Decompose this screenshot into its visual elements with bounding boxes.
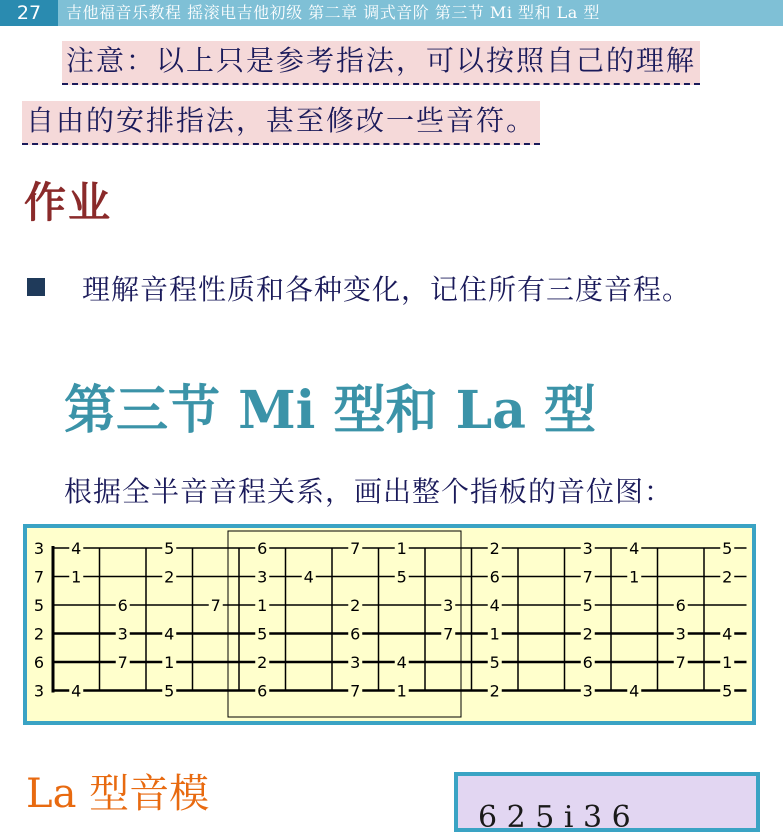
section-title: 第三节 Mi 型和 La 型 — [64, 380, 596, 441]
fret-note-label: 4 — [71, 681, 82, 701]
fret-note-label: 4 — [722, 624, 733, 644]
fret-note-label: 5 — [722, 539, 733, 558]
fret-note-label: 2 — [164, 567, 175, 587]
fret-note-label: 2 — [582, 624, 593, 644]
open-note-label: 7 — [33, 567, 45, 587]
open-note-label: 2 — [33, 624, 45, 644]
fret-note-label: 6 — [350, 624, 361, 644]
open-note-label: 3 — [33, 539, 45, 558]
fret-note-label: 7 — [117, 653, 128, 672]
fret-note-label: 6 — [582, 653, 593, 672]
la-shape-notes: 6 2 5 i 3 6 — [478, 800, 631, 835]
la-shape-notes-box — [454, 772, 760, 835]
fret-note-label: 3 — [117, 624, 128, 644]
fret-note-label: 3 — [350, 653, 361, 672]
fret-note-label: 5 — [722, 681, 733, 701]
fret-note-label: 4 — [629, 539, 640, 558]
fret-note-label: 5 — [582, 596, 593, 615]
fret-note-label: 1 — [722, 653, 733, 672]
fret-note-label: 3 — [443, 596, 454, 615]
fret-note-label: 1 — [396, 539, 407, 558]
fretboard-svg — [27, 528, 752, 721]
fret-note-label: 6 — [257, 539, 268, 558]
fret-note-label: 6 — [257, 681, 268, 701]
fret-note-label: 4 — [71, 539, 82, 558]
fret-note-label: 4 — [396, 653, 407, 672]
homework-heading: 作业 — [24, 178, 113, 227]
fret-note-label: 1 — [164, 653, 175, 672]
fret-note-label: 3 — [582, 681, 593, 701]
fretboard-diagram — [23, 524, 756, 725]
fret-note-label: 6 — [675, 596, 686, 615]
fret-note-label: 7 — [675, 653, 686, 672]
section-intro: 根据全半音音程关系，画出整个指板的音位图： — [64, 475, 674, 508]
fret-note-label: 1 — [396, 681, 407, 701]
fret-note-label: 5 — [396, 567, 407, 587]
header-title: 吉他福音乐教程 摇滚电吉他初级 第二章 调式音阶 第三节 Mi 型和 La 型 — [66, 3, 600, 22]
open-note-label: 5 — [33, 596, 45, 615]
fret-note-label: 6 — [117, 596, 128, 615]
note-line-1: 注意：以上只是参考指法，可以按照自己的理解 — [62, 41, 700, 85]
fret-note-label: 5 — [489, 653, 500, 672]
fret-note-label: 2 — [350, 596, 361, 615]
open-note-label: 3 — [33, 681, 45, 701]
fret-note-label: 7 — [350, 681, 361, 701]
fret-note-label: 1 — [71, 567, 82, 587]
page-number: 27 — [0, 0, 58, 26]
fret-note-label: 3 — [675, 624, 686, 644]
page-header — [0, 0, 783, 26]
fret-note-label: 4 — [303, 567, 314, 587]
fret-note-label: 2 — [489, 539, 500, 558]
fret-note-label: 7 — [350, 539, 361, 558]
homework-item: 理解音程性质和各种变化，记住所有三度音程。 — [82, 273, 692, 306]
la-shape-title: La 型音模 — [26, 771, 210, 817]
fret-note-label: 1 — [257, 596, 268, 615]
fret-note-label: 6 — [489, 567, 500, 587]
fret-note-label: 4 — [164, 624, 175, 644]
fret-note-label: 5 — [257, 624, 268, 644]
fret-note-label: 7 — [582, 567, 593, 587]
square-bullet-icon — [27, 278, 45, 296]
fret-note-label: 1 — [489, 624, 500, 644]
fret-note-label: 4 — [629, 681, 640, 701]
fret-note-label: 5 — [164, 681, 175, 701]
open-note-label: 6 — [33, 653, 45, 672]
fret-note-label: 2 — [257, 653, 268, 672]
fret-note-label: 2 — [722, 567, 733, 587]
fret-note-label: 5 — [164, 539, 175, 558]
fret-note-label: 7 — [443, 624, 454, 644]
fret-note-label: 4 — [489, 596, 500, 615]
fret-note-label: 1 — [629, 567, 640, 587]
fret-note-label: 2 — [489, 681, 500, 701]
fret-note-label: 3 — [257, 567, 268, 587]
fret-note-label: 3 — [582, 539, 593, 558]
fret-note-label: 7 — [210, 596, 221, 615]
note-line-2: 自由的安排指法，甚至修改一些音符。 — [22, 101, 540, 145]
